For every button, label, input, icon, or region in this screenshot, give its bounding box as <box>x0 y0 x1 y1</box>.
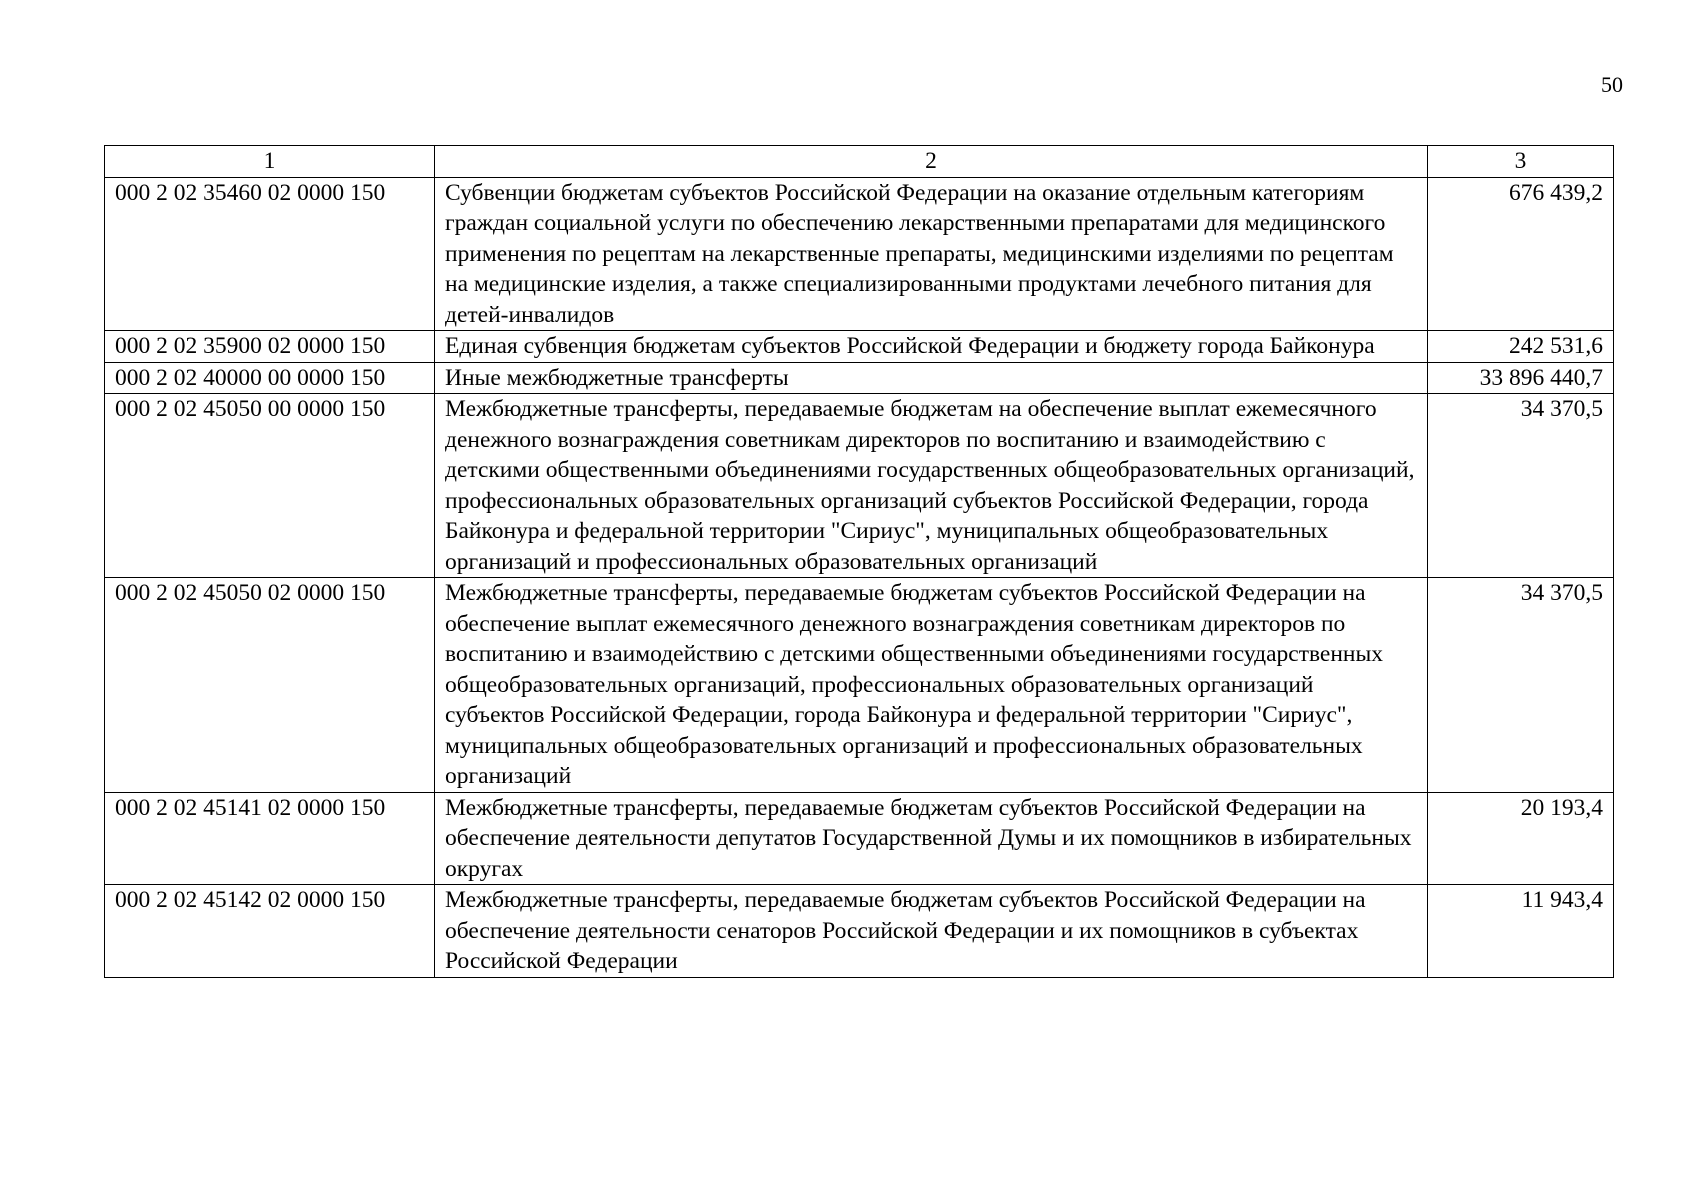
budget-table <box>104 145 1614 978</box>
amount-cell: 242 531,6 <box>1428 331 1614 363</box>
amount-cell: 33 896 440,7 <box>1428 362 1614 394</box>
budget-code-cell: 000 2 02 35460 02 0000 150 <box>105 177 435 331</box>
table-row <box>105 792 1614 885</box>
table-row <box>105 578 1614 793</box>
description-cell: Межбюджетные трансферты, передаваемые бюджетам на обеспечение выплат ежемесячного денежного вознаграждения советникам директоров по воспитанию и взаимодействию с детскими общественными объединениями государственных общеобразовательных организаций, профессиональных образовательных организаций субъектов Российской Федерации, города Байконура и федеральной территории "Сириус", муниципальных общеобразовательных организаций и профессиональных образовательных организаций <box>435 394 1428 578</box>
description-cell: Межбюджетные трансферты, передаваемые бюджетам субъектов Российской Федерации на обеспечение деятельности депутатов Государственной Думы и их помощников в избирательных округах <box>435 792 1428 885</box>
table-row <box>105 177 1614 331</box>
budget-code-cell: 000 2 02 35900 02 0000 150 <box>105 331 435 363</box>
description-cell: Единая субвенция бюджетам субъектов Российской Федерации и бюджету города Байконура <box>435 331 1428 363</box>
table-row <box>105 331 1614 363</box>
amount-cell: 34 370,5 <box>1428 578 1614 793</box>
column-number-3: 3 <box>1428 146 1614 178</box>
amount-cell: 20 193,4 <box>1428 792 1614 885</box>
page-number: 50 <box>1601 72 1623 97</box>
column-number-2: 2 <box>435 146 1428 178</box>
description-cell: Межбюджетные трансферты, передаваемые бюджетам субъектов Российской Федерации на обеспечение выплат ежемесячного денежного вознаграждения советникам директоров по воспитанию и взаимодействию с детскими общественными объединениями государственных общеобразовательных организаций, профессиональных образовательных организаций субъектов Российской Федерации, города Байконура и федеральной территории "Сириус", муниципальных общеобразовательных организаций и профессиональных образовательных организаций <box>435 578 1428 793</box>
budget-code-cell: 000 2 02 45050 00 0000 150 <box>105 394 435 578</box>
amount-cell: 676 439,2 <box>1428 177 1614 331</box>
table-row <box>105 885 1614 978</box>
amount-cell: 34 370,5 <box>1428 394 1614 578</box>
table-row <box>105 362 1614 394</box>
budget-table-body <box>105 146 1614 978</box>
budget-code-cell: 000 2 02 45141 02 0000 150 <box>105 792 435 885</box>
amount-cell: 11 943,4 <box>1428 885 1614 978</box>
budget-code-cell: 000 2 02 45050 02 0000 150 <box>105 578 435 793</box>
column-number-1: 1 <box>105 146 435 178</box>
table-row <box>105 394 1614 578</box>
budget-code-cell: 000 2 02 40000 00 0000 150 <box>105 362 435 394</box>
description-cell: Иные межбюджетные трансферты <box>435 362 1428 394</box>
description-cell: Субвенции бюджетам субъектов Российской Федерации на оказание отдельным категориям граждан социальной услуги по обеспечению лекарственными препаратами для медицинского применения по рецептам на лекарственные препараты, медицинскими изделиями по рецептам на медицинские изделия, а также специализированными продуктами лечебного питания для детей-инвалидов <box>435 177 1428 331</box>
column-number-row <box>105 146 1614 178</box>
budget-code-cell: 000 2 02 45142 02 0000 150 <box>105 885 435 978</box>
description-cell: Межбюджетные трансферты, передаваемые бюджетам субъектов Российской Федерации на обеспечение деятельности сенаторов Российской Федерации и их помощников в субъектах Российской Федерации <box>435 885 1428 978</box>
